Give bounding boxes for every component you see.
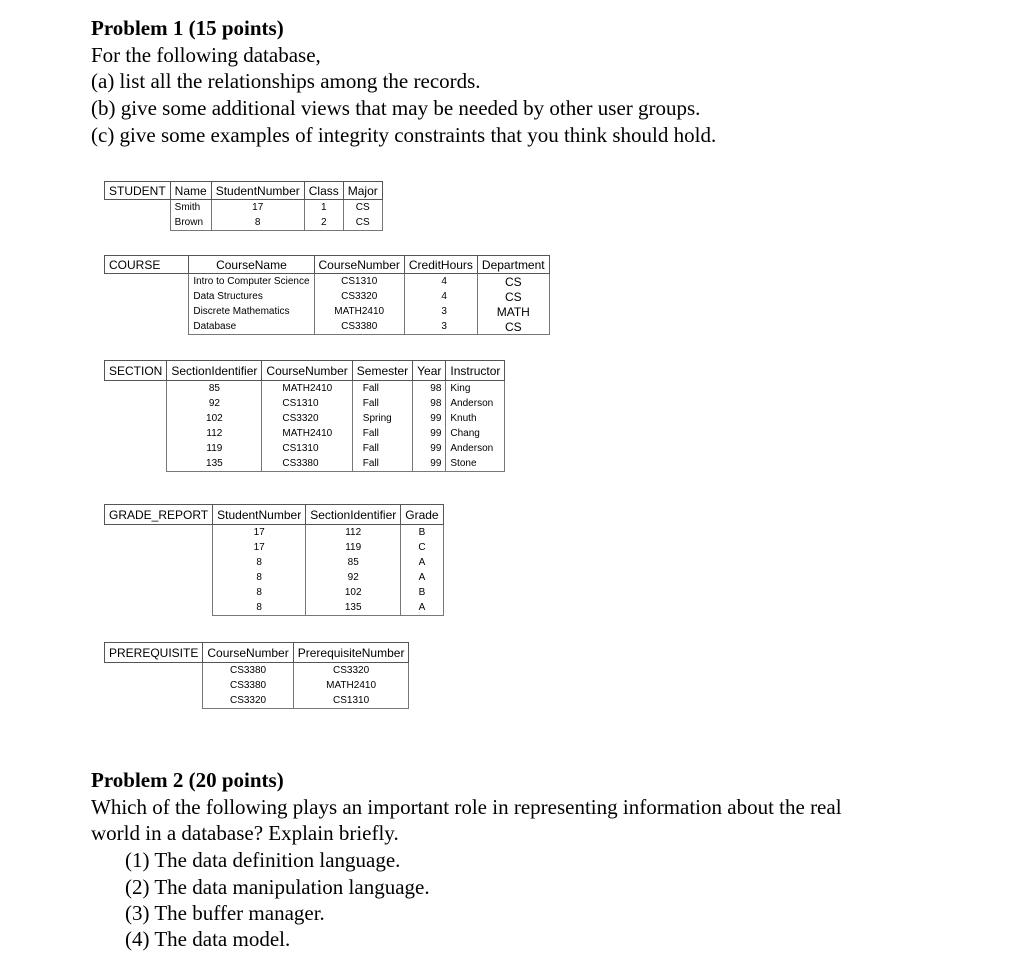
prerequisite-col-coursenumber: CourseNumber: [203, 643, 293, 663]
table-cell: 92: [167, 396, 262, 411]
course-header-row: [105, 256, 550, 274]
student-col-class: Class: [304, 182, 343, 200]
table-cell: CS3380: [262, 456, 352, 472]
table-cell: Smith: [170, 200, 211, 216]
problem-1-item-c: (c) give some examples of integrity constraints that you think should hold.: [91, 123, 717, 147]
grade-report-table: [104, 504, 444, 616]
table-cell: Fall: [352, 381, 412, 397]
table-cell: 8: [213, 600, 306, 616]
table-cell: 102: [306, 585, 401, 600]
table-cell: Intro to Computer Science: [189, 274, 314, 290]
grade-report-header-row: [105, 505, 444, 525]
table-row: [105, 693, 409, 709]
table-cell: Database: [189, 319, 314, 335]
table-row: [105, 570, 444, 585]
table-cell: B: [401, 525, 443, 541]
course-col-department: Department: [477, 256, 549, 274]
table-cell: 1: [304, 200, 343, 216]
table-cell: Chang: [446, 426, 505, 441]
table-row: [105, 555, 444, 570]
table-cell: Anderson: [446, 441, 505, 456]
table-row: [105, 304, 550, 319]
table-cell: MATH2410: [262, 381, 352, 397]
table-cell: A: [401, 600, 443, 616]
table-cell: 8: [213, 570, 306, 585]
table-row: [105, 663, 409, 679]
table-cell: 85: [306, 555, 401, 570]
table-cell: 8: [211, 215, 304, 231]
table-cell: Brown: [170, 215, 211, 231]
table-cell: 98: [413, 396, 446, 411]
grade-report-col-studentnumber: StudentNumber: [213, 505, 306, 525]
section-col-year: Year: [413, 361, 446, 381]
table-cell: CS: [477, 274, 549, 290]
table-cell: 4: [404, 274, 477, 290]
table-cell: C: [401, 540, 443, 555]
table-cell: Fall: [352, 456, 412, 472]
table-cell: 98: [413, 381, 446, 397]
table-cell: 99: [413, 441, 446, 456]
section-relation-name: SECTION: [105, 361, 167, 381]
section-table: [104, 360, 505, 472]
problem-2-text-line-1: Which of the following plays an important role in representing information about the real: [91, 795, 842, 819]
problem-1-intro: For the following database,: [91, 43, 321, 67]
table-cell: 119: [306, 540, 401, 555]
problem-2-title: Problem 2 (20 points): [91, 768, 284, 792]
prerequisite-col-prerequisitenumber: PrerequisiteNumber: [293, 643, 409, 663]
table-cell: Fall: [352, 396, 412, 411]
student-relation-name: STUDENT: [105, 182, 171, 200]
table-cell: CS: [477, 289, 549, 304]
table-cell: CS3320: [262, 411, 352, 426]
problem-2-option-4: (4) The data model.: [125, 927, 291, 951]
table-row: [105, 200, 383, 216]
course-col-coursenumber: CourseNumber: [314, 256, 404, 274]
problem-2-option-2: (2) The data manipulation language.: [125, 875, 430, 899]
section-header-row: [105, 361, 505, 381]
table-cell: 135: [306, 600, 401, 616]
section-col-sectionidentifier: SectionIdentifier: [167, 361, 262, 381]
student-header-row: [105, 182, 383, 200]
table-cell: 3: [404, 319, 477, 335]
table-row: [105, 274, 550, 290]
table-cell: CS3320: [203, 693, 293, 709]
table-cell: A: [401, 570, 443, 585]
table-cell: Stone: [446, 456, 505, 472]
table-cell: 119: [167, 441, 262, 456]
student-table: [104, 181, 383, 231]
table-row: [105, 540, 444, 555]
table-row: [105, 600, 444, 616]
table-cell: CS: [343, 200, 382, 216]
table-cell: 4: [404, 289, 477, 304]
problem-2-option-3: (3) The buffer manager.: [125, 901, 325, 925]
table-cell: 3: [404, 304, 477, 319]
student-col-studentnumber: StudentNumber: [211, 182, 304, 200]
problem-1-title: Problem 1 (15 points): [91, 16, 284, 40]
table-row: [105, 585, 444, 600]
table-cell: Fall: [352, 426, 412, 441]
course-relation-name: COURSE: [105, 256, 189, 274]
table-row: [105, 456, 505, 472]
table-cell: 112: [167, 426, 262, 441]
table-cell: CS3320: [314, 289, 404, 304]
table-row: [105, 525, 444, 541]
table-cell: CS1310: [314, 274, 404, 290]
table-cell: CS: [477, 319, 549, 335]
table-cell: A: [401, 555, 443, 570]
course-col-credithours: CreditHours: [404, 256, 477, 274]
table-cell: Anderson: [446, 396, 505, 411]
table-cell: 8: [213, 585, 306, 600]
table-cell: CS: [343, 215, 382, 231]
table-cell: 102: [167, 411, 262, 426]
grade-report-col-grade: Grade: [401, 505, 443, 525]
table-cell: 17: [213, 525, 306, 541]
table-cell: 8: [213, 555, 306, 570]
table-cell: MATH2410: [262, 426, 352, 441]
table-row: [105, 396, 505, 411]
table-cell: CS1310: [262, 396, 352, 411]
table-cell: 99: [413, 426, 446, 441]
table-row: [105, 215, 383, 231]
section-col-semester: Semester: [352, 361, 412, 381]
table-cell: CS3380: [203, 663, 293, 679]
table-cell: MATH: [477, 304, 549, 319]
course-table: [104, 255, 550, 335]
table-cell: CS3320: [293, 663, 409, 679]
section-col-instructor: Instructor: [446, 361, 505, 381]
table-cell: King: [446, 381, 505, 397]
table-cell: Fall: [352, 441, 412, 456]
table-row: [105, 381, 505, 397]
section-col-coursenumber: CourseNumber: [262, 361, 352, 381]
table-cell: Data Structures: [189, 289, 314, 304]
table-row: [105, 441, 505, 456]
table-cell: 2: [304, 215, 343, 231]
table-cell: CS3380: [314, 319, 404, 335]
grade-report-col-sectionidentifier: SectionIdentifier: [306, 505, 401, 525]
table-cell: 99: [413, 456, 446, 472]
prerequisite-header-row: [105, 643, 409, 663]
table-cell: 112: [306, 525, 401, 541]
table-row: [105, 289, 550, 304]
student-col-name: Name: [170, 182, 211, 200]
prerequisite-relation-name: PREREQUISITE: [105, 643, 203, 663]
table-cell: 17: [211, 200, 304, 216]
table-cell: 99: [413, 411, 446, 426]
table-row: [105, 426, 505, 441]
table-cell: 135: [167, 456, 262, 472]
grade-report-relation-name: GRADE_REPORT: [105, 505, 213, 525]
problem-2-text-line-2: world in a database? Explain briefly.: [91, 821, 399, 845]
table-cell: CS3380: [203, 678, 293, 693]
table-cell: Knuth: [446, 411, 505, 426]
table-cell: Discrete Mathematics: [189, 304, 314, 319]
problem-1-item-a: (a) list all the relationships among the records.: [91, 69, 481, 93]
table-cell: Spring: [352, 411, 412, 426]
problem-1-item-b: (b) give some additional views that may be needed by other user groups.: [91, 96, 701, 120]
table-row: [105, 319, 550, 335]
table-cell: 92: [306, 570, 401, 585]
table-cell: CS1310: [262, 441, 352, 456]
prerequisite-table: [104, 642, 409, 709]
student-col-major: Major: [343, 182, 382, 200]
table-row: [105, 411, 505, 426]
table-cell: B: [401, 585, 443, 600]
table-cell: MATH2410: [314, 304, 404, 319]
course-col-coursename: CourseName: [189, 256, 314, 274]
table-cell: CS1310: [293, 693, 409, 709]
table-row: [105, 678, 409, 693]
table-cell: MATH2410: [293, 678, 409, 693]
problem-2-option-1: (1) The data definition language.: [125, 848, 401, 872]
table-cell: 85: [167, 381, 262, 397]
table-cell: 17: [213, 540, 306, 555]
